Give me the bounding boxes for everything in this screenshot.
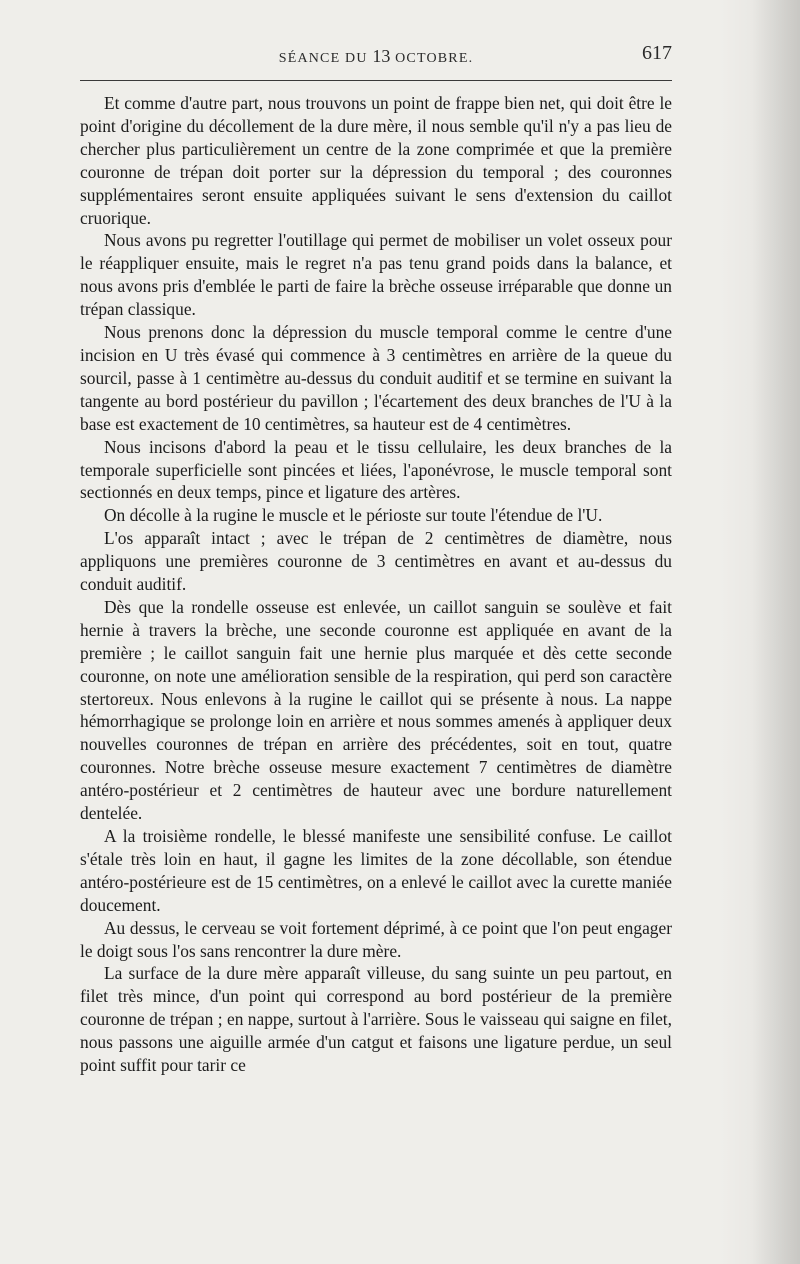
- paragraph: Nous incisons d'abord la peau et le tissu cellulaire, les deux branches de la temporale superficielle sont pincées et liées, l'aponévrose, le muscle temporal sont sectionnés en deux temps, pince et ligature des artères.: [80, 436, 672, 503]
- paragraph: Nous avons pu regretter l'outillage qui permet de mobiliser un volet osseux pour le réappliquer ensuite, mais le regret n'a pas tenu grand poids dans la balance, et nous avons pris d'emblée le parti de faire la brèche osseuse irréparable que donne un trépan classique.: [80, 230, 672, 320]
- running-title-month: OCTOBRE.: [395, 51, 474, 66]
- page-edge-shadow: [752, 0, 800, 1264]
- paragraph: L'os apparaît intact ; avec le trépan de 2 centimètres de diamètre, nous appliquons une premières couronne de 3 centimètres en avant et au-dessus du conduit auditif.: [80, 528, 672, 595]
- running-title: [80, 46, 672, 67]
- paragraph: Dès que la rondelle osseuse est enlevée, un caillot sanguin se soulève et fait hernie à travers la brèche, une seconde couronne est appliquée en avant de la première ; le caillot sanguin fait une hernie plus marquée et dès cette seconde couronne, on note une amélioration sensible de la respiration, qui perd son caractère stertoreux. Nous enlevons à la rugine le caillot qui se présente à nous. La nappe hémorrhagique se prolonge loin en arrière et nous sommes amenés à appliquer deux nouvelles couronnes de trépan en arrière des précédentes, soit en tout, quatre couronnes. Notre brèche osseuse mesure exactement 7 centimètres de diamètre antéro-postérieur et 2 centimètres de hauteur avec une bordure naturellement dentelée.: [80, 596, 672, 824]
- paragraph: On décolle à la rugine le muscle et le périoste sur toute l'étendue de l'U.: [104, 505, 603, 526]
- paragraph: Et comme d'autre part, nous trouvons un point de frappe bien net, qui doit être le point d'origine du décollement de la dure mère, il nous semble qu'il n'y a pas lieu de chercher plus particulièrement un centre de la zone comprimée et que la première couronne de trépan doit porter sur la dépression du temporal ; des couronnes supplémentaires seront ensuite appliquées suivant le sens d'extension du caillot cruorique.: [80, 93, 672, 228]
- running-title-date: 13: [372, 46, 391, 66]
- running-title-prefix: SÉANCE DU: [278, 51, 368, 66]
- paragraph: Au dessus, le cerveau se voit fortement déprimé, à ce point que l'on peut engager le doigt sous l'os sans rencontrer la dure mère.: [80, 917, 672, 961]
- header-rule: [80, 80, 672, 81]
- page-number: 617: [642, 42, 672, 64]
- paragraph: Nous prenons donc la dépression du muscle temporal comme le centre d'une incision en U très évasé qui commence à 3 centimètres en arrière de la queue du sourcil, passe à 1 centimètre au-dessus du conduit auditif et se termine en suivant la tangente au bord postérieur du pavillon ; l'écartement des deux branches de l'U à la base est exactement de 10 centimètres, sa hauteur est de 4 centimètres.: [80, 322, 672, 434]
- body-text: [80, 92, 672, 1077]
- paragraph: La surface de la dure mère apparaît villeuse, du sang suinte un peu partout, en filet très mince, d'un point qui correspond au bord postérieur de la première couronne de trépan ; en nappe, surtout à l'arrière. Sous le vaisseau qui saigne en filet, nous passons une aiguille armée d'un catgut et faisons une ligature perdue, un seul point suffit pour tarir ce: [80, 963, 672, 1076]
- paragraph: A la troisième rondelle, le blessé manifeste une sensibilité confuse. Le caillot s'étale très loin en haut, il gagne les limites de la zone décollable, son étendue antéro-postérieure est de 15 centimètres, on a enlevé le caillot avec la curette maniée doucement.: [80, 826, 672, 915]
- page-header: [80, 42, 672, 72]
